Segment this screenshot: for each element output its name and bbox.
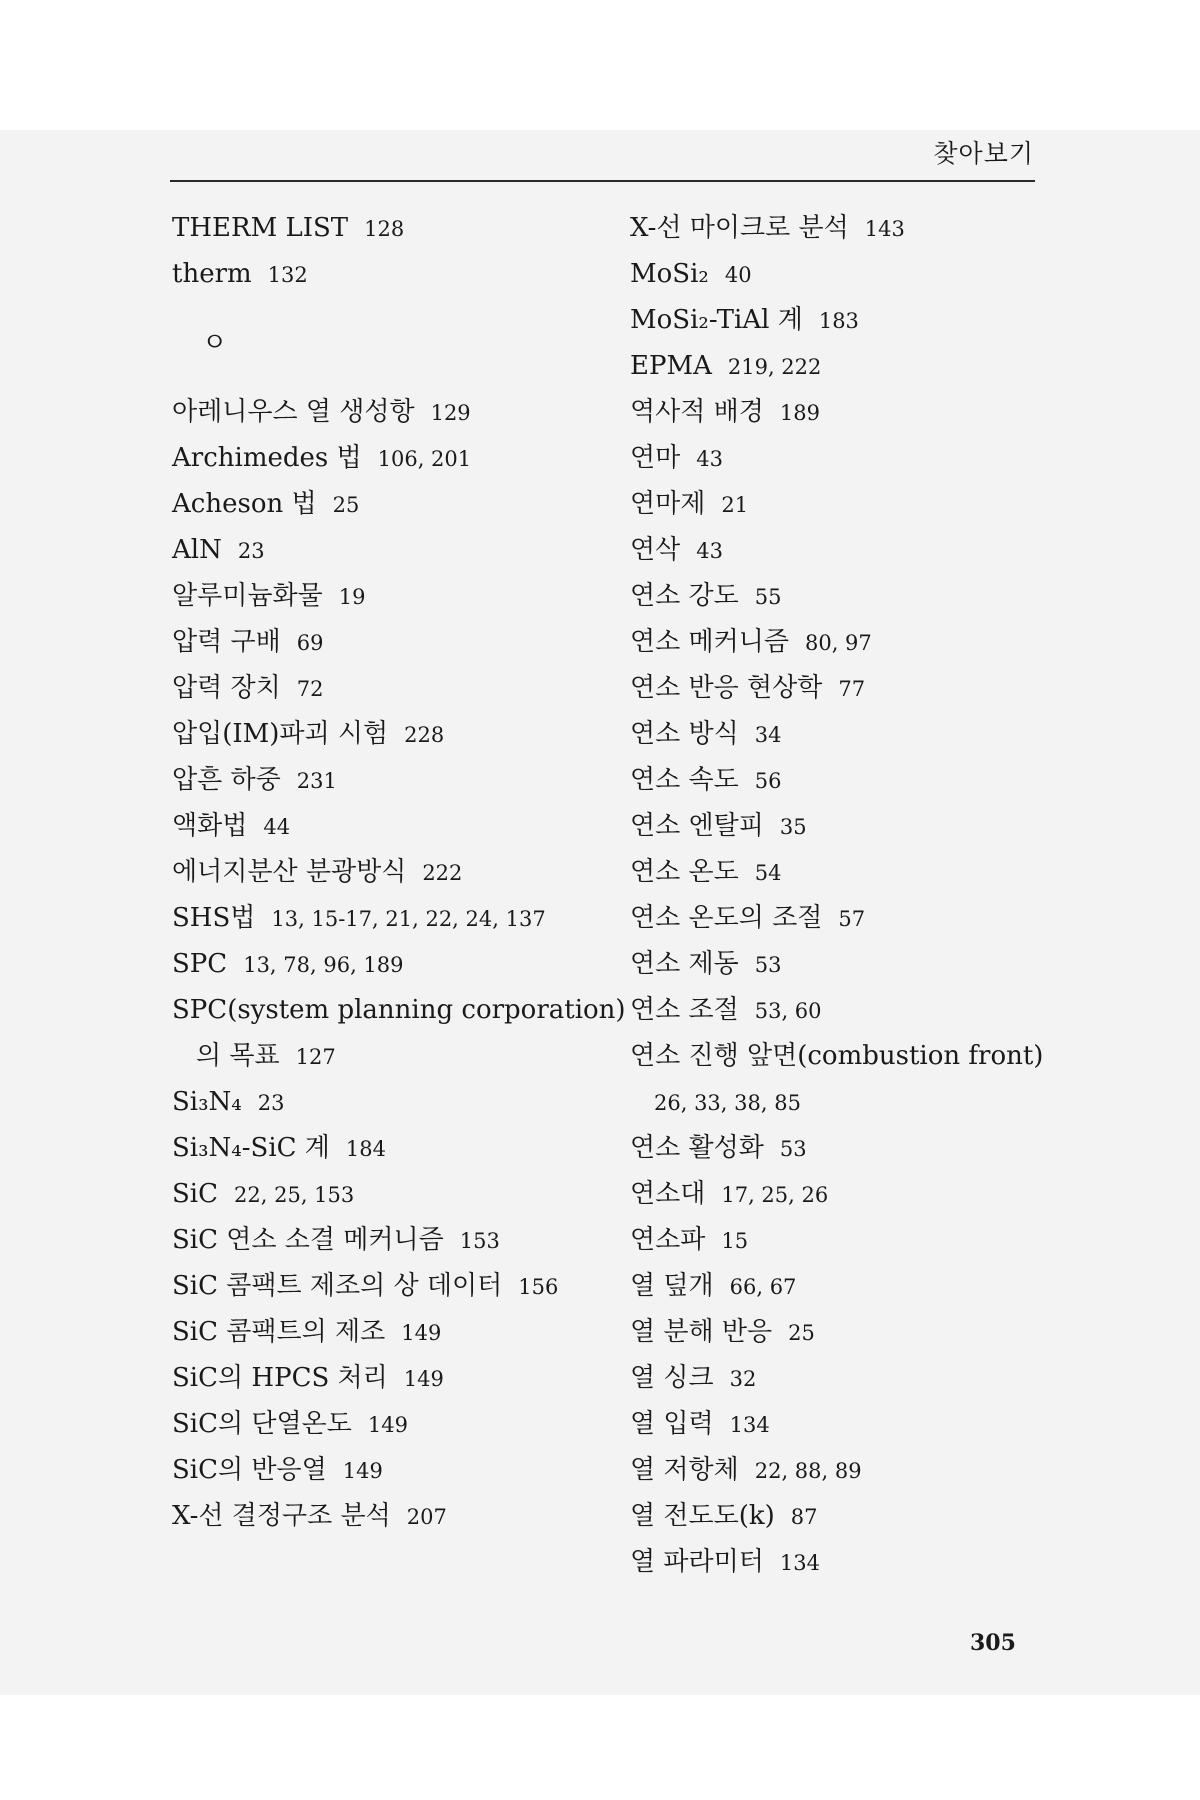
index-entry [630, 1539, 1060, 1585]
index-pages: 40 [724, 263, 752, 287]
index-column-right [630, 205, 1060, 1585]
index-term: 압력 장치 [172, 673, 281, 703]
index-term: SiC 연소 소결 메커니즘 [172, 1225, 444, 1255]
index-entry [172, 205, 602, 251]
index-entry [630, 803, 1060, 849]
index-pages: 53, 60 [754, 999, 822, 1023]
index-entry [172, 1171, 602, 1217]
index-pages: 25 [788, 1321, 815, 1345]
index-column-left [172, 205, 626, 1539]
index-pages: 66, 67 [729, 1275, 797, 1299]
index-entry [172, 757, 602, 803]
index-entry [172, 527, 602, 573]
index-term: ㅇ [202, 328, 228, 358]
index-pages: 15 [721, 1229, 749, 1253]
index-pages: 134 [779, 1551, 820, 1575]
index-entry [172, 481, 602, 527]
index-entry [630, 1125, 1060, 1171]
index-term: THERM LIST [172, 213, 349, 243]
index-entry [630, 435, 1060, 481]
index-term: 열 파라미터 [630, 1547, 764, 1577]
index-pages: 149 [342, 1459, 383, 1483]
index-section-letter [172, 297, 602, 389]
index-pages: 17, 25, 26 [721, 1183, 829, 1207]
index-pages: 183 [818, 309, 859, 333]
index-term: therm [172, 259, 252, 289]
index-entry [630, 1217, 1060, 1263]
index-entry [172, 803, 602, 849]
index-term: SPC(system planning corporation) [172, 995, 626, 1025]
index-entry [630, 205, 1060, 251]
index-pages: 143 [864, 217, 905, 241]
index-term: 연소 메커니즘 [630, 627, 789, 657]
index-pages: 44 [263, 815, 291, 839]
index-term: 연소 반응 현상학 [630, 673, 823, 703]
index-pages: 19 [338, 585, 366, 609]
header-rule [170, 180, 1035, 182]
index-entry [630, 297, 1060, 343]
index-entry [630, 941, 1060, 987]
index-entry [172, 1079, 602, 1125]
index-pages: 134 [729, 1413, 770, 1437]
index-entry [172, 1309, 602, 1355]
index-pages: 189 [779, 401, 820, 425]
index-term: 연삭 [630, 535, 681, 565]
index-entry [630, 1447, 1060, 1493]
index-entry [630, 1263, 1060, 1309]
index-entry [172, 665, 602, 711]
index-entry [172, 1033, 602, 1079]
index-entry [630, 1493, 1060, 1539]
index-term: 열 저항체 [630, 1455, 739, 1485]
index-term: SiC의 단열온도 [172, 1409, 352, 1439]
index-entry [172, 251, 602, 297]
index-term: 압력 구배 [172, 627, 281, 657]
index-entry [630, 481, 1060, 527]
index-term: 열 전도도(k) [630, 1501, 775, 1531]
index-entry [630, 251, 1060, 297]
index-term: 압입(IM)파괴 시험 [172, 719, 389, 749]
page-number: 305 [970, 1630, 1016, 1656]
index-term: SiC의 HPCS 처리 [172, 1363, 388, 1393]
index-entry [630, 1079, 1060, 1125]
index-pages: 219, 222 [727, 355, 822, 379]
index-entry [630, 389, 1060, 435]
index-entry [172, 849, 602, 895]
index-term: MoSi₂ [630, 259, 709, 289]
index-term: 압흔 하중 [172, 765, 281, 795]
index-entry [172, 1493, 602, 1539]
index-term: SHS법 [172, 903, 256, 933]
index-term: SiC [172, 1179, 219, 1209]
index-term: X-선 마이크로 분석 [630, 213, 849, 243]
index-pages: 153 [459, 1229, 500, 1253]
index-pages: 53 [779, 1137, 807, 1161]
index-pages: 72 [296, 677, 324, 701]
index-pages: 43 [696, 447, 723, 471]
index-entry [630, 619, 1060, 665]
index-entry [172, 711, 602, 757]
index-entry [172, 941, 602, 987]
index-pages: 231 [296, 769, 337, 793]
index-term: EPMA [630, 351, 712, 381]
index-term: 연소 온도의 조절 [630, 903, 823, 933]
index-pages: 23 [237, 539, 265, 563]
index-pages: 156 [518, 1275, 559, 1299]
index-pages: 127 [295, 1045, 336, 1069]
index-term: MoSi₂-TiAl 계 [630, 305, 803, 335]
index-term: SiC 콤팩트 제조의 상 데이터 [172, 1271, 503, 1301]
index-term: 열 싱크 [630, 1363, 714, 1393]
index-term: 연소 방식 [630, 719, 739, 749]
index-pages: 106, 201 [377, 447, 472, 471]
index-term: SiC 콤팩트의 제조 [172, 1317, 386, 1347]
index-entry [630, 1309, 1060, 1355]
index-pages: 228 [404, 723, 445, 747]
index-entry [630, 1401, 1060, 1447]
index-term: 연소 강도 [630, 581, 739, 611]
index-entry [630, 573, 1060, 619]
index-pages: 57 [838, 907, 866, 931]
index-entry [630, 1033, 1060, 1079]
index-entry [630, 1171, 1060, 1217]
index-term: X-선 결정구조 분석 [172, 1501, 391, 1531]
index-pages: 35 [779, 815, 807, 839]
index-pages: 184 [345, 1137, 387, 1161]
index-entry [630, 757, 1060, 803]
index-pages: 222 [422, 861, 463, 885]
index-term: 연소 속도 [630, 765, 739, 795]
index-entry [172, 1355, 602, 1401]
index-term: 연소 엔탈피 [630, 811, 764, 841]
index-term: Si₃N₄ [172, 1087, 242, 1117]
index-pages: 132 [267, 263, 308, 287]
index-pages: 34 [754, 723, 782, 747]
index-pages: 207 [406, 1505, 447, 1529]
index-pages: 149 [401, 1321, 442, 1345]
index-entry [630, 895, 1060, 941]
index-pages: 80, 97 [804, 631, 872, 655]
index-entry [630, 1355, 1060, 1401]
index-term: SPC [172, 949, 228, 979]
index-term: 연소 제동 [630, 949, 739, 979]
index-pages: 22, 88, 89 [754, 1459, 862, 1483]
index-pages: 128 [364, 217, 405, 241]
index-entry [172, 435, 602, 481]
index-term: 알루미늄화물 [172, 581, 323, 611]
index-entry [630, 527, 1060, 573]
running-header: 찾아보기 [933, 139, 1034, 168]
index-pages: 43 [696, 539, 723, 563]
index-term: SiC의 반응열 [172, 1455, 327, 1485]
index-pages: 22, 25, 153 [234, 1183, 355, 1207]
index-term: 연소 활성화 [630, 1133, 764, 1163]
index-pages: 77 [838, 677, 866, 701]
index-entry [172, 389, 602, 435]
index-entry [172, 619, 602, 665]
index-entry [172, 1125, 602, 1171]
index-term: 아레니우스 열 생성항 [172, 397, 415, 427]
index-pages: 26, 33, 38, 85 [654, 1091, 801, 1115]
index-pages: 21 [721, 493, 749, 517]
index-entry [172, 1447, 602, 1493]
index-term: 의 목표 [196, 1041, 280, 1071]
index-term: 연소 조절 [630, 995, 739, 1025]
index-entry [172, 573, 602, 619]
index-pages: 13, 15-17, 21, 22, 24, 137 [271, 907, 546, 931]
index-pages: 13, 78, 96, 189 [243, 953, 404, 977]
index-pages: 54 [754, 861, 782, 885]
index-entry [630, 711, 1060, 757]
index-pages: 53 [754, 953, 782, 977]
index-term: 에너지분산 분광방식 [172, 857, 407, 887]
index-pages: 87 [790, 1505, 818, 1529]
index-term: 연소 진행 앞면(combustion front) [630, 1041, 1044, 1071]
index-entry [630, 987, 1060, 1033]
index-entry [630, 665, 1060, 711]
index-entry [630, 849, 1060, 895]
index-term: 연소대 [630, 1179, 706, 1209]
index-entry [172, 1263, 602, 1309]
index-term: Acheson 법 [172, 489, 317, 519]
index-pages: 32 [729, 1367, 757, 1391]
index-entry [172, 987, 626, 1033]
index-term: 열 입력 [630, 1409, 714, 1439]
index-term: 열 분해 반응 [630, 1317, 773, 1347]
index-term: 역사적 배경 [630, 397, 764, 427]
index-term: 열 덮개 [630, 1271, 714, 1301]
index-pages: 55 [754, 585, 782, 609]
index-term: 연마제 [630, 489, 706, 519]
index-pages: 25 [332, 493, 360, 517]
index-entry [172, 1401, 602, 1447]
index-pages: 56 [754, 769, 782, 793]
index-pages: 69 [296, 631, 324, 655]
index-pages: 149 [403, 1367, 444, 1391]
index-entry [630, 343, 1060, 389]
index-term: Si₃N₄-SiC 계 [172, 1133, 330, 1163]
index-term: Archimedes 법 [172, 443, 362, 473]
index-term: 액화법 [172, 811, 248, 841]
index-term: 연소파 [630, 1225, 706, 1255]
index-pages: 23 [257, 1091, 285, 1115]
index-entry [172, 1217, 602, 1263]
index-term: 연마 [630, 443, 681, 473]
index-term: 연소 온도 [630, 857, 739, 887]
index-pages: 149 [367, 1413, 408, 1437]
index-pages: 129 [430, 401, 471, 425]
index-term: AlN [172, 535, 222, 565]
index-entry [172, 895, 602, 941]
